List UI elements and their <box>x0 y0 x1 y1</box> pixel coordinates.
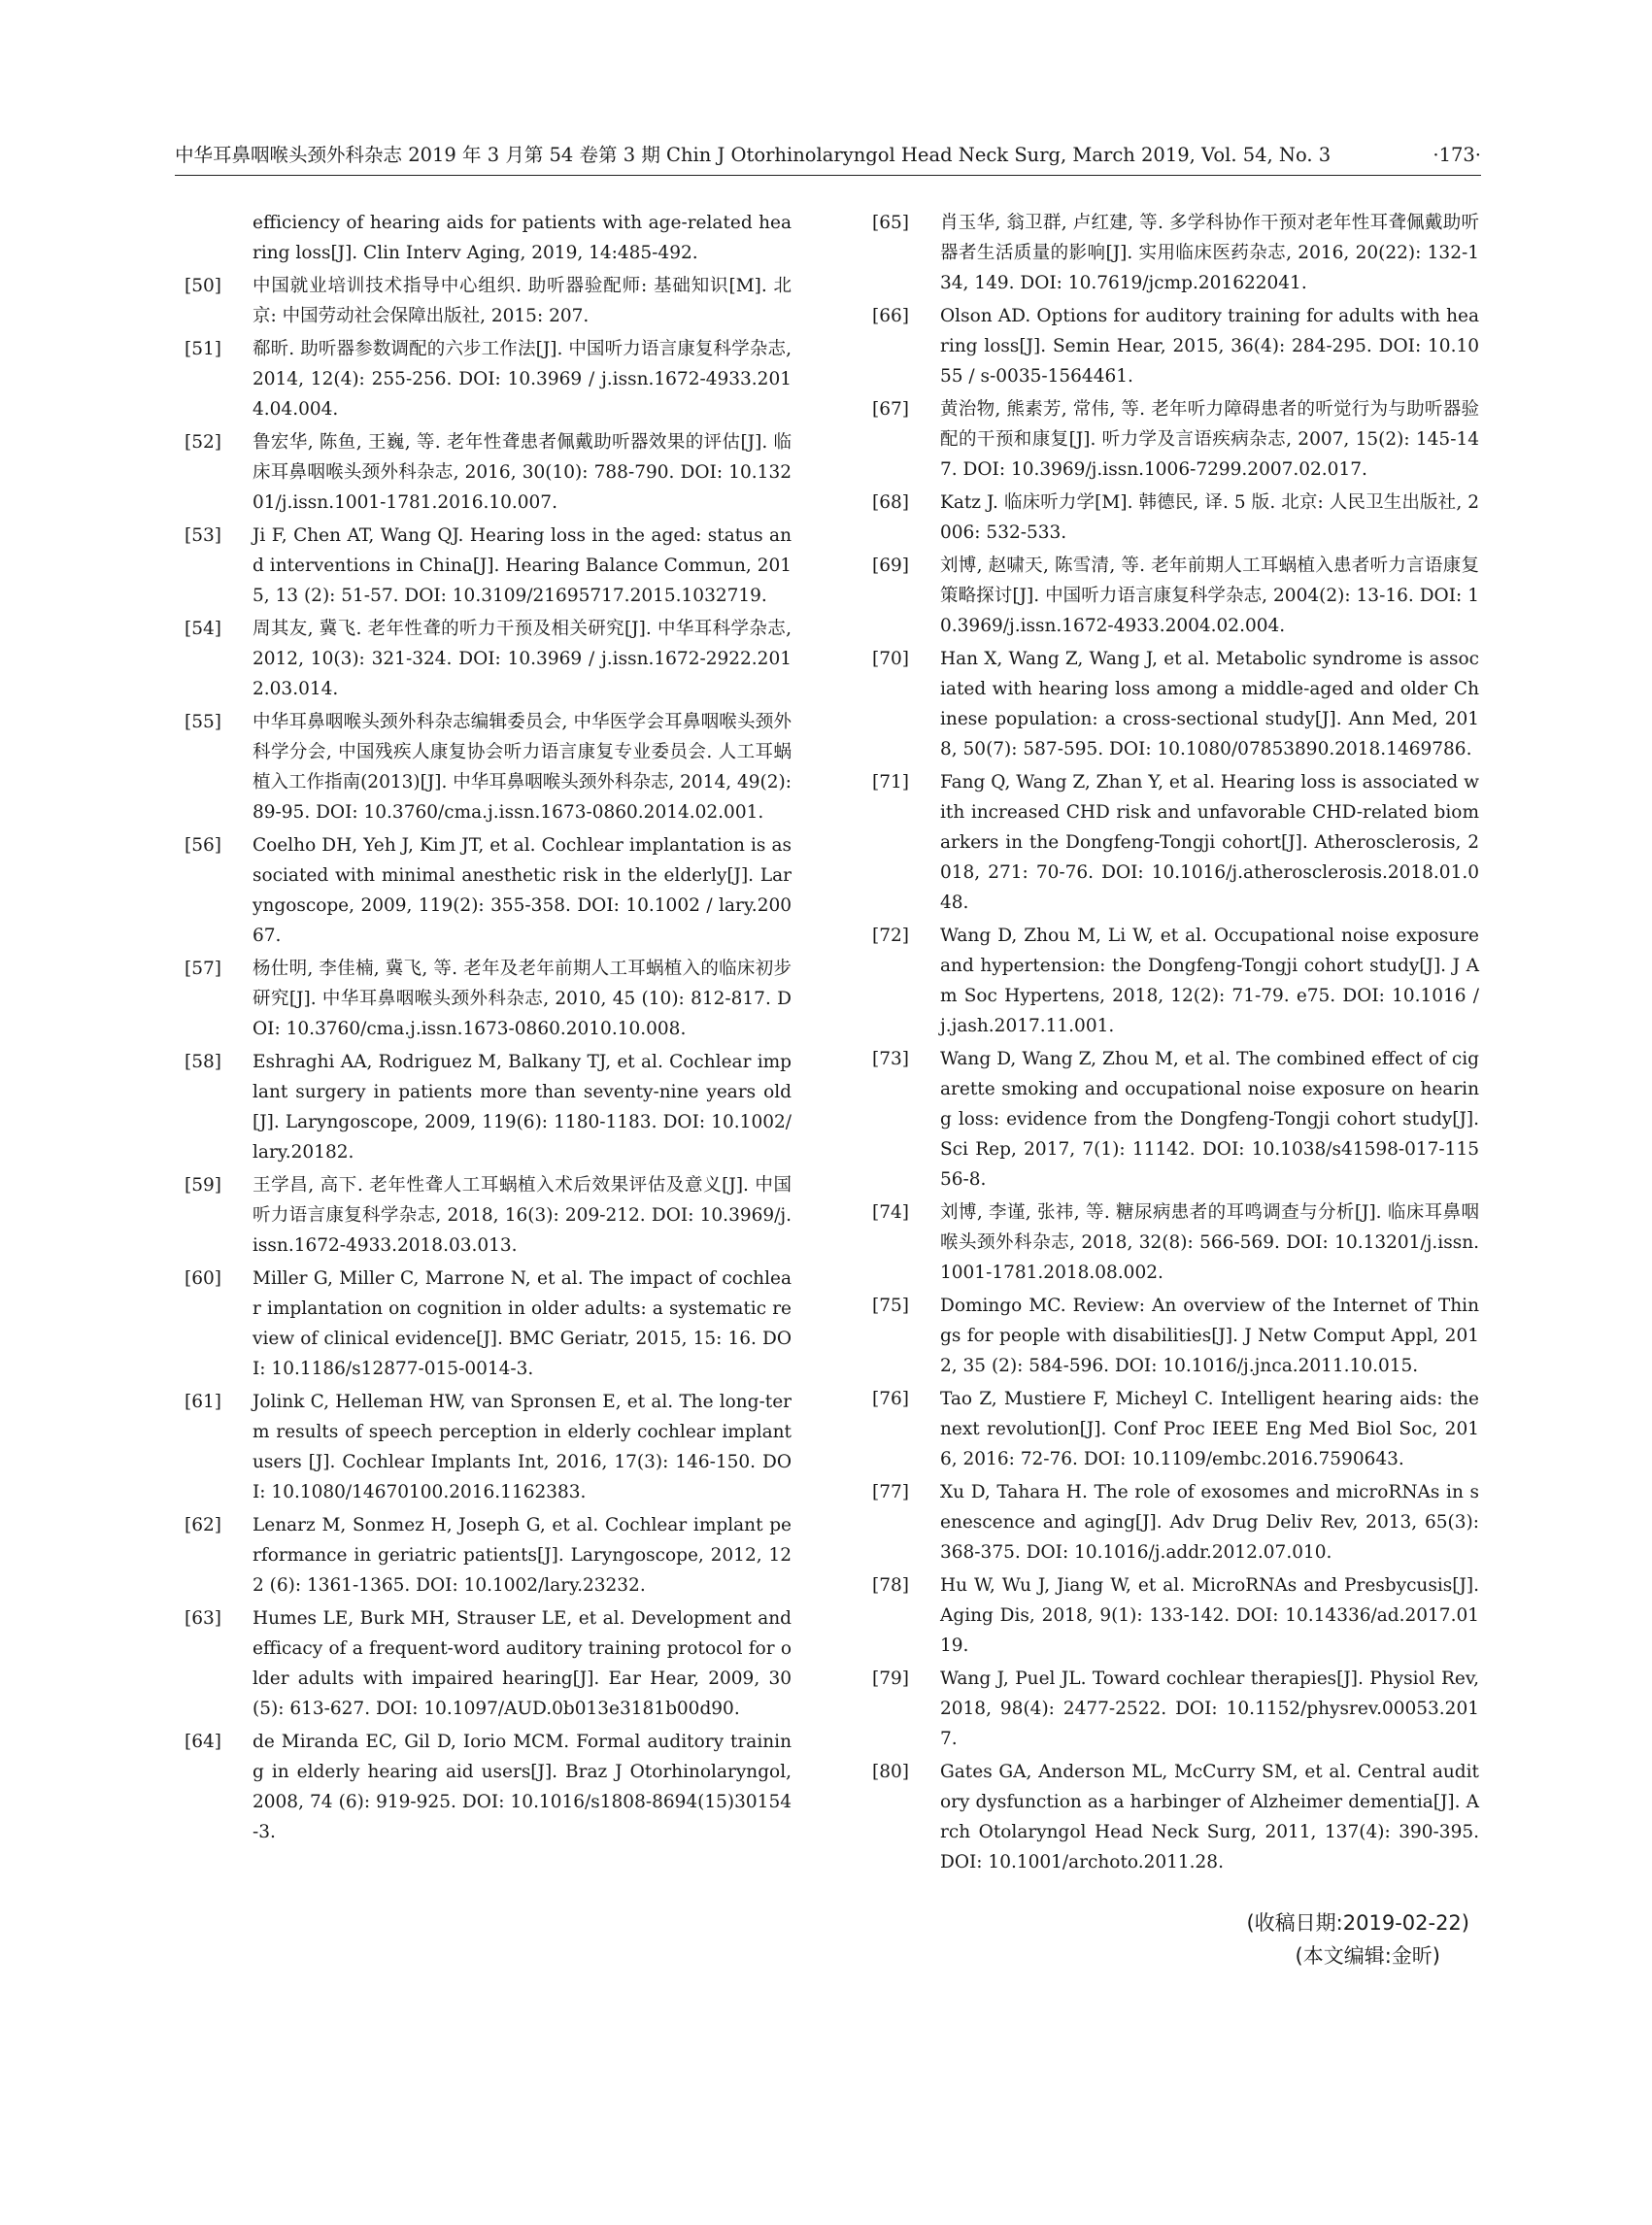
reference-text: Humes LE, Burk MH, Strauser LE, et al. Development and efficacy of a frequent-word auditory training protocol for older adults with impaired hearing[J]. Ear Hear, 2009, 30(5): 613-627. DOI: 10.1097/AUD.0b013e3181b00d90. <box>253 1608 792 1719</box>
reference-text: Han X, Wang Z, Wang J, et al. Metabolic syndrome is associated with hearing loss among a middle-aged and older Chinese population: a cross-sectional study[J]. Ann Med, 2018, 50(7): 587-595. DOI: 10.1080/07853890.2018.1469786. <box>940 649 1479 759</box>
reference-number: [61] <box>185 1392 221 1412</box>
reference-item <box>185 271 792 331</box>
reference-item <box>185 1603 792 1724</box>
reference-item <box>872 488 1479 548</box>
reference-text: Eshraghi AA, Rodriguez M, Balkany TJ, et al. Cochlear implant surgery in patients more than seventy-nine years old [J]. Laryngoscope, 2009, 119(6): 1180-1183. DOI: 10.1002/lary.20182. <box>253 1052 792 1163</box>
article-footer <box>872 1906 1479 1972</box>
reference-number: [75] <box>872 1296 909 1316</box>
reference-item <box>185 1047 792 1167</box>
editor-note: (本文编辑:金昕) <box>1295 1944 1440 1968</box>
reference-number: [66] <box>872 306 909 326</box>
reference-item <box>872 921 1479 1041</box>
reference-text: efficiency of hearing aids for patients with age-related hearing loss[J]. Clin Interv Aging, 2019, 14:485-492. <box>253 213 792 263</box>
header-rule <box>175 175 1481 176</box>
reference-item <box>872 1384 1479 1474</box>
reference-text: 中华耳鼻咽喉头颈外科杂志编辑委员会, 中华医学会耳鼻咽喉头颈外科学分会, 中国残疾人康复协会听力语言康复专业委员会. 人工耳蜗植入工作指南(2013)[J]. 中华耳鼻咽喉头颈外科杂志, 2014, 49(2): 89-95. DOI: 10.3760/cma.j.issn.1673-0860.2014.02.001. <box>253 712 792 823</box>
reference-number: [69] <box>872 556 909 576</box>
reference-text: Gates GA, Anderson ML, McCurry SM, et al. Central auditory dysfunction as a harbinger of Alzheimer dementia[J]. Arch Otolaryngol Head Neck Surg, 2011, 137(4): 390-395. DOI: 10.1001/archoto.2011.28. <box>940 1762 1479 1872</box>
reference-item <box>185 707 792 827</box>
reference-item <box>872 1044 1479 1195</box>
reference-item <box>872 1477 1479 1568</box>
reference-number: [52] <box>185 432 221 453</box>
reference-item <box>872 1570 1479 1661</box>
reference-text: Wang J, Puel JL. Toward cochlear therapies[J]. Physiol Rev, 2018, 98(4): 2477-2522. DOI: 10.1152/physrev.00053.2017. <box>940 1669 1479 1749</box>
reference-number: [62] <box>185 1515 221 1535</box>
reference-number: [57] <box>185 959 221 979</box>
reference-item <box>872 644 1479 764</box>
reference-number: [60] <box>185 1268 221 1289</box>
reference-item <box>185 1727 792 1847</box>
reference-text: 中国就业培训技术指导中心组织. 助听器验配师: 基础知识[M]. 北京: 中国劳动社会保障出版社, 2015: 207. <box>253 276 792 326</box>
reference-item <box>185 830 792 951</box>
reference-text: Fang Q, Wang Z, Zhan Y, et al. Hearing loss is associated with increased CHD risk and unfavorable CHD-related biomarkers in the Dongfeng-Tongji cohort[J]. Atherosclerosis, 2018, 271: 70-76. DOI: 10.1016/j.atherosclerosis.2018.01.048. <box>940 772 1479 913</box>
reference-text: Miller G, Miller C, Marrone N, et al. The impact of cochlear implantation on cognition in older adults: a systematic review of clinical evidence[J]. BMC Geriatr, 2015, 15: 16. DOI: 10.1186/s12877-015-0014-3. <box>253 1268 792 1379</box>
reference-text: Tao Z, Mustiere F, Micheyl C. Intelligent hearing aids: the next revolution[J]. Conf Proc IEEE Eng Med Biol Soc, 2016, 2016: 72-76. DOI: 10.1109/embc.2016.7590643. <box>940 1389 1479 1469</box>
reference-number: [67] <box>872 399 909 420</box>
reference-number: [64] <box>185 1732 221 1752</box>
reference-item <box>185 614 792 704</box>
reference-item <box>185 521 792 611</box>
reference-item <box>872 1291 1479 1381</box>
reference-item <box>185 1264 792 1384</box>
reference-text: Domingo MC. Review: An overview of the Internet of Things for people with disabilities[J]. J Netw Comput Appl, 2012, 35 (2): 584-596. DOI: 10.1016/j.jnca.2011.10.015. <box>940 1296 1479 1376</box>
reference-item <box>872 394 1479 485</box>
reference-number: [51] <box>185 339 221 359</box>
reference-number: [76] <box>872 1389 909 1409</box>
reference-text: 刘博, 李谨, 张祎, 等. 糖尿病患者的耳鸣调查与分析[J]. 临床耳鼻咽喉头颈外科杂志, 2018, 32(8): 566-569. DOI: 10.13201/j.issn.1001-1781.2018.08.002. <box>940 1202 1479 1283</box>
right-column <box>872 208 1479 1972</box>
reference-text: 黄治物, 熊素芳, 常伟, 等. 老年听力障碍患者的听觉行为与助听器验配的干预和康复[J]. 听力学及言语疾病杂志, 2007, 15(2): 145-147. DOI: 10.3969/j.issn.1006-7299.2007.02.017. <box>940 399 1479 480</box>
reference-list-right <box>872 208 1479 1877</box>
reference-number: [55] <box>185 712 221 732</box>
reference-number: [63] <box>185 1608 221 1629</box>
reference-item <box>872 1757 1479 1877</box>
left-column <box>185 208 792 1850</box>
reference-text: 肖玉华, 翁卫群, 卢红建, 等. 多学科协作干预对老年性耳聋佩戴助听器者生活质量的影响[J]. 实用临床医药杂志, 2016, 20(22): 132-134, 149. DOI: 10.7619/jcmp.201622041. <box>940 213 1479 293</box>
reference-number: [59] <box>185 1175 221 1196</box>
reference-number: [77] <box>872 1482 909 1502</box>
reference-number: [79] <box>872 1669 909 1689</box>
reference-text: Hu W, Wu J, Jiang W, et al. MicroRNAs and Presbycusis[J]. Aging Dis, 2018, 9(1): 133-142. DOI: 10.14336/ad.2017.0119. <box>940 1575 1479 1656</box>
reference-number: [70] <box>872 649 909 669</box>
reference-item <box>185 427 792 518</box>
reference-text: Jolink C, Helleman HW, van Spronsen E, et al. The long-term results of speech perception in elderly cochlear implant users [J]. Cochlear Implants Int, 2016, 17(3): 146-150. DOI: 10.1080/14670100.2016.1162383. <box>253 1392 792 1502</box>
reference-text: 郗昕. 助听器参数调配的六步工作法[J]. 中国听力语言康复科学杂志, 2014, 12(4): 255-256. DOI: 10.3969 / j.issn.1672-4933.2014.04.004. <box>253 339 792 420</box>
reference-text: Wang D, Zhou M, Li W, et al. Occupational noise exposure and hypertension: the Dongfeng-Tongji cohort study[J]. J Am Soc Hypertens, 2018, 12(2): 71-79. e75. DOI: 10.1016 / j.jash.2017.11.001. <box>940 926 1479 1036</box>
running-header <box>175 142 1481 169</box>
reference-text: de Miranda EC, Gil D, Iorio MCM. Formal auditory training in elderly hearing aid users[J]. Braz J Otorhinolaryngol, 2008, 74 (6): 919-925. DOI: 10.1016/s1808-8694(15)30154-3. <box>253 1732 792 1842</box>
reference-number: [80] <box>872 1762 909 1782</box>
reference-item <box>872 208 1479 298</box>
reference-text: 王学昌, 高下. 老年性聋人工耳蜗植入术后效果评估及意义[J]. 中国听力语言康复科学杂志, 2018, 16(3): 209-212. DOI: 10.3969/j.issn.1672-4933.2018.03.013. <box>253 1175 792 1256</box>
reference-list-left <box>185 271 792 1847</box>
reference-item <box>872 1197 1479 1288</box>
reference-item <box>185 1170 792 1261</box>
reference-text: 刘博, 赵啸天, 陈雪清, 等. 老年前期人工耳蜗植入患者听力言语康复策略探讨[J]. 中国听力语言康复科学杂志, 2004(2): 13-16. DOI: 10.3969/j.issn.1672-4933.2004.02.004. <box>940 556 1479 636</box>
reference-number: [58] <box>185 1052 221 1072</box>
reference-text: 鲁宏华, 陈鱼, 王巍, 等. 老年性聋患者佩戴助听器效果的评估[J]. 临床耳鼻咽喉头颈外科杂志, 2016, 30(10): 788-790. DOI: 10.13201/j.issn.1001-1781.2016.10.007. <box>253 432 792 513</box>
reference-item <box>872 1664 1479 1754</box>
reference-text: Ji F, Chen AT, Wang QJ. Hearing loss in the aged: status and interventions in China[J]. Hearing Balance Commun, 2015, 13 (2): 51-57. DOI: 10.3109/21695717.2015.1032719. <box>253 525 792 606</box>
reference-number: [71] <box>872 772 909 792</box>
reference-item <box>185 334 792 424</box>
reference-text: 杨仕明, 李佳楠, 冀飞, 等. 老年及老年前期人工耳蜗植入的临床初步研究[J]. 中华耳鼻咽喉头颈外科杂志, 2010, 45 (10): 812-817. DOI: 10.3760/cma.j.issn.1673-0860.2010.10.008. <box>253 959 792 1039</box>
reference-number: [54] <box>185 619 221 639</box>
reference-number: [65] <box>872 213 909 233</box>
reference-continuation <box>185 208 792 268</box>
reference-text: Katz J. 临床听力学[M]. 韩德民, 译. 5 版. 北京: 人民卫生出版社, 2006: 532-533. <box>940 492 1479 543</box>
received-date: (收稿日期:2019-02-22) <box>1246 1911 1469 1935</box>
reference-number: [78] <box>872 1575 909 1596</box>
reference-item <box>185 1387 792 1507</box>
reference-text: Xu D, Tahara H. The role of exosomes and microRNAs in senescence and aging[J]. Adv Drug Deliv Rev, 2013, 65(3): 368-375. DOI: 10.1016/j.addr.2012.07.010. <box>940 1482 1479 1563</box>
page-number: ·173· <box>1433 144 1481 166</box>
reference-item <box>872 551 1479 641</box>
reference-text: Lenarz M, Sonmez H, Joseph G, et al. Cochlear implant performance in geriatric patients[J]. Laryngoscope, 2012, 122 (6): 1361-1365. DOI: 10.1002/lary.23232. <box>253 1515 792 1596</box>
reference-text: Wang D, Wang Z, Zhou M, et al. The combined effect of cigarette smoking and occupational noise exposure on hearing loss: evidence from the Dongfeng-Tongji cohort study[J]. Sci Rep, 2017, 7(1): 11142. DOI: 10.1038/s41598-017-11556-8. <box>940 1049 1479 1190</box>
reference-text: 周其友, 冀飞. 老年性聋的听力干预及相关研究[J]. 中华耳科学杂志, 2012, 10(3): 321-324. DOI: 10.3969 / j.issn.1672-2922.2012.03.014. <box>253 619 792 699</box>
reference-number: [50] <box>185 276 221 296</box>
reference-number: [72] <box>872 926 909 946</box>
reference-text: Olson AD. Options for auditory training for adults with hearing loss[J]. Semin Hear, 2015, 36(4): 284-295. DOI: 10.1055 / s-0035-1564461. <box>940 306 1479 387</box>
reference-item <box>872 767 1479 918</box>
reference-text: Coelho DH, Yeh J, Kim JT, et al. Cochlear implantation is associated with minimal anesthetic risk in the elderly[J]. Laryngoscope, 2009, 119(2): 355-358. DOI: 10.1002 / lary.20067. <box>253 835 792 946</box>
reference-item <box>185 954 792 1044</box>
reference-number: [73] <box>872 1049 909 1069</box>
reference-item <box>185 1510 792 1601</box>
reference-number: [74] <box>872 1202 909 1223</box>
reference-number: [68] <box>872 492 909 513</box>
reference-number: [56] <box>185 835 221 856</box>
journal-header: 中华耳鼻咽喉头颈外科杂志 2019 年 3 月第 54 卷第 3 期 Chin J Otorhinolaryngol Head Neck Surg, March 2019, Vol. 54, No. 3 <box>175 144 1332 166</box>
reference-item <box>872 301 1479 391</box>
reference-number: [53] <box>185 525 221 546</box>
